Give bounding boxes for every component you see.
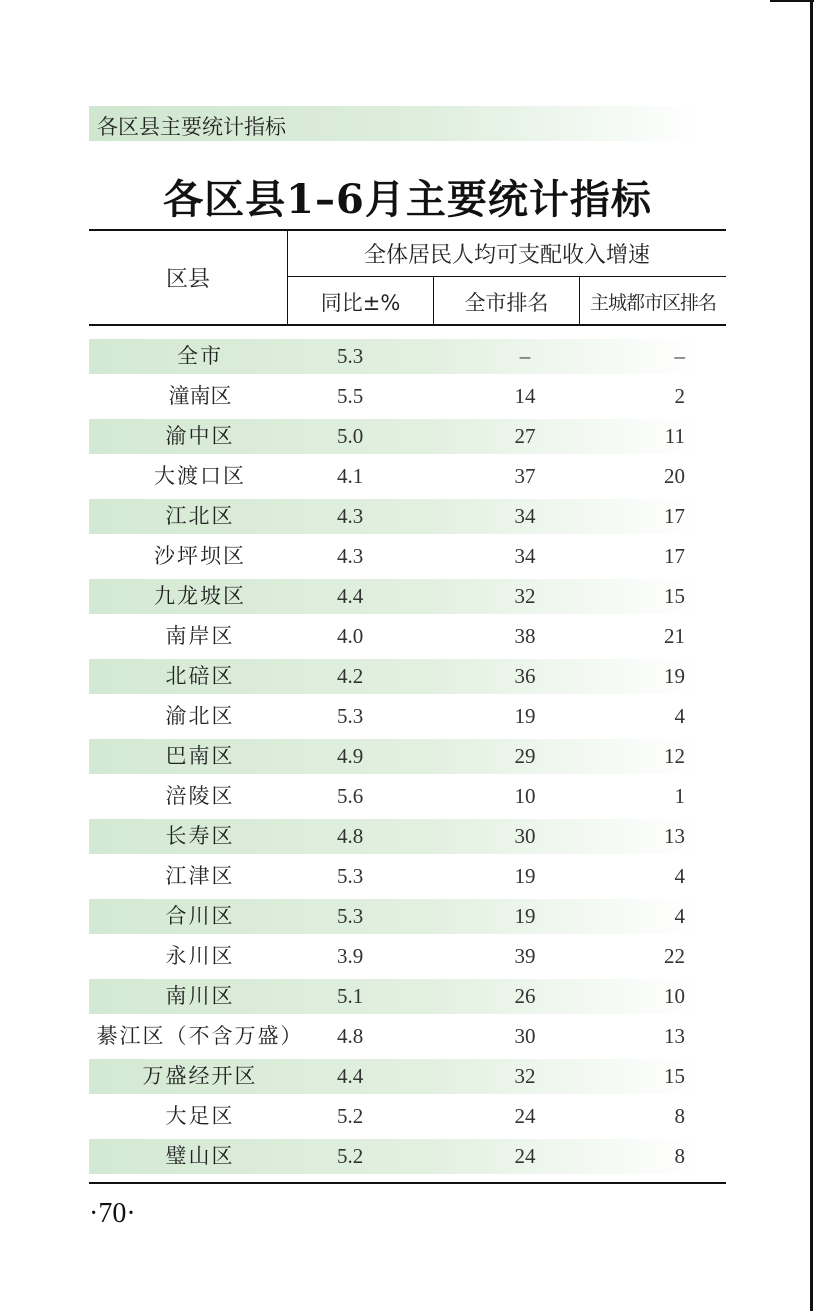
city-rank-value: 39: [514, 944, 536, 968]
yoy-value: 4.4: [337, 584, 364, 608]
yoy-value: 4.0: [337, 624, 364, 648]
district-name: 潼南区: [168, 384, 232, 408]
district-name: 九龙坡区: [154, 584, 246, 608]
table-row: [89, 739, 701, 774]
city-rank-value: 19: [514, 864, 536, 888]
table-row: [89, 859, 701, 894]
table-row: [89, 819, 701, 854]
yoy-value: 4.8: [337, 1024, 364, 1048]
table-row: [89, 539, 701, 574]
city-rank-value: 38: [514, 624, 536, 648]
district-name: 江北区: [165, 504, 235, 528]
yoy-value: 5.2: [337, 1144, 364, 1168]
main-rank-value: 17: [664, 504, 685, 528]
table-row: [89, 779, 701, 814]
yoy-value: 4.2: [337, 664, 364, 688]
main-rank-value: 19: [664, 664, 685, 688]
main-rank-value: 11: [664, 424, 685, 448]
table-row: [89, 419, 701, 454]
header-income-growth: 全体居民人均可支配收入增速: [363, 243, 650, 268]
main-rank-value: 4: [674, 704, 685, 728]
yoy-value: 4.3: [337, 504, 364, 528]
yoy-value: 5.0: [337, 424, 364, 448]
main-rank-value: 13: [664, 1024, 685, 1048]
city-rank-value: 32: [514, 1064, 536, 1088]
city-rank-value: 19: [514, 904, 536, 928]
main-rank-value: 13: [664, 824, 685, 848]
district-name: 万盛经开区: [142, 1064, 258, 1088]
yoy-value: 4.3: [337, 544, 364, 568]
city-rank-value: 19: [514, 704, 536, 728]
district-name: 北碚区: [165, 664, 235, 688]
header-yoy: 同比±%: [320, 291, 401, 315]
table-row: [89, 339, 701, 374]
district-name: 全市: [177, 344, 223, 368]
yoy-value: 4.1: [337, 464, 364, 488]
district-name: 合川区: [165, 904, 235, 928]
district-name: 长寿区: [165, 824, 235, 848]
header-bottom-rule: [89, 324, 726, 326]
table-row: [89, 1099, 701, 1134]
main-rank-value: 10: [664, 984, 685, 1008]
header-main-rank: 主城都市区排名: [589, 292, 716, 314]
section-banner: [89, 106, 701, 141]
district-name: 璧山区: [165, 1144, 235, 1168]
table-row: [89, 979, 701, 1014]
table-row: [89, 939, 701, 974]
yoy-value: 4.9: [337, 744, 364, 768]
table-row: [89, 1019, 701, 1054]
header-mid-rule: [287, 276, 726, 277]
main-rank-value: 15: [664, 1064, 685, 1088]
district-name: 綦江区（不含万盛）: [96, 1024, 304, 1048]
table-row: [89, 619, 701, 654]
yoy-value: 5.5: [337, 384, 364, 408]
yoy-value: 5.2: [337, 1104, 364, 1128]
main-rank-value: 4: [674, 904, 685, 928]
yoy-value: 4.8: [337, 824, 364, 848]
yoy-value: 5.3: [337, 704, 364, 728]
city-rank-value: –: [519, 344, 531, 368]
table-row: [89, 379, 701, 414]
district-name: 渝北区: [165, 704, 235, 728]
district-name: 南岸区: [165, 624, 235, 648]
yoy-value: 5.1: [337, 984, 364, 1008]
main-rank-value: 8: [674, 1104, 685, 1128]
city-rank-value: 27: [514, 424, 536, 448]
city-rank-value: 14: [514, 384, 536, 408]
table-row: [89, 579, 701, 614]
table-row: [89, 659, 701, 694]
district-name: 巴南区: [165, 744, 235, 768]
district-name: 南川区: [165, 984, 235, 1008]
district-name: 沙坪坝区: [154, 544, 246, 568]
city-rank-value: 36: [514, 664, 536, 688]
city-rank-value: 34: [514, 504, 536, 528]
district-name: 大足区: [165, 1104, 235, 1128]
yoy-value: 3.9: [337, 944, 364, 968]
city-rank-value: 30: [514, 1024, 536, 1048]
table-bottom-rule: [89, 1182, 726, 1184]
main-rank-value: 8: [674, 1144, 685, 1168]
main-rank-value: 21: [664, 624, 685, 648]
main-rank-value: 1: [674, 784, 685, 808]
city-rank-value: 30: [514, 824, 536, 848]
city-rank-value: 10: [514, 784, 536, 808]
main-rank-value: 20: [664, 464, 685, 488]
district-name: 永川区: [165, 944, 235, 968]
city-rank-value: 32: [514, 584, 536, 608]
city-rank-value: 24: [514, 1104, 536, 1128]
main-rank-value: 2: [674, 384, 685, 408]
table-title: 各区县1–6月主要统计指标: [163, 176, 652, 223]
table-row: [89, 1139, 701, 1174]
page-edge-top: [770, 0, 814, 2]
main-rank-value: 15: [664, 584, 685, 608]
table-row: [89, 1059, 701, 1094]
city-rank-value: 29: [514, 744, 536, 768]
header-city-rank: 全市排名: [464, 291, 549, 315]
main-rank-value: 12: [664, 744, 685, 768]
main-rank-value: 4: [674, 864, 685, 888]
yoy-value: 5.3: [337, 864, 364, 888]
district-name: 大渡口区: [154, 464, 246, 488]
table-row: [89, 459, 701, 494]
yoy-value: 5.6: [337, 784, 364, 808]
table-row: [89, 699, 701, 734]
header-district: 区县: [165, 267, 210, 292]
main-rank-value: –: [674, 344, 685, 368]
city-rank-value: 37: [514, 464, 536, 488]
district-name: 涪陵区: [165, 784, 235, 808]
table-row: [89, 899, 701, 934]
page-number: ·70·: [89, 1198, 136, 1229]
page-edge-right: [810, 0, 813, 1311]
district-name: 渝中区: [165, 424, 235, 448]
main-rank-value: 17: [664, 544, 685, 568]
district-name: 江津区: [165, 864, 235, 888]
city-rank-value: 26: [514, 984, 536, 1008]
city-rank-value: 34: [514, 544, 536, 568]
table-top-rule: [89, 229, 726, 231]
section-banner-text: 各区县主要统计指标: [97, 115, 286, 139]
city-rank-value: 24: [514, 1144, 536, 1168]
yoy-value: 5.3: [337, 344, 364, 368]
table-row: [89, 499, 701, 534]
main-rank-value: 22: [664, 944, 685, 968]
yoy-value: 4.4: [337, 1064, 364, 1088]
yoy-value: 5.3: [337, 904, 364, 928]
